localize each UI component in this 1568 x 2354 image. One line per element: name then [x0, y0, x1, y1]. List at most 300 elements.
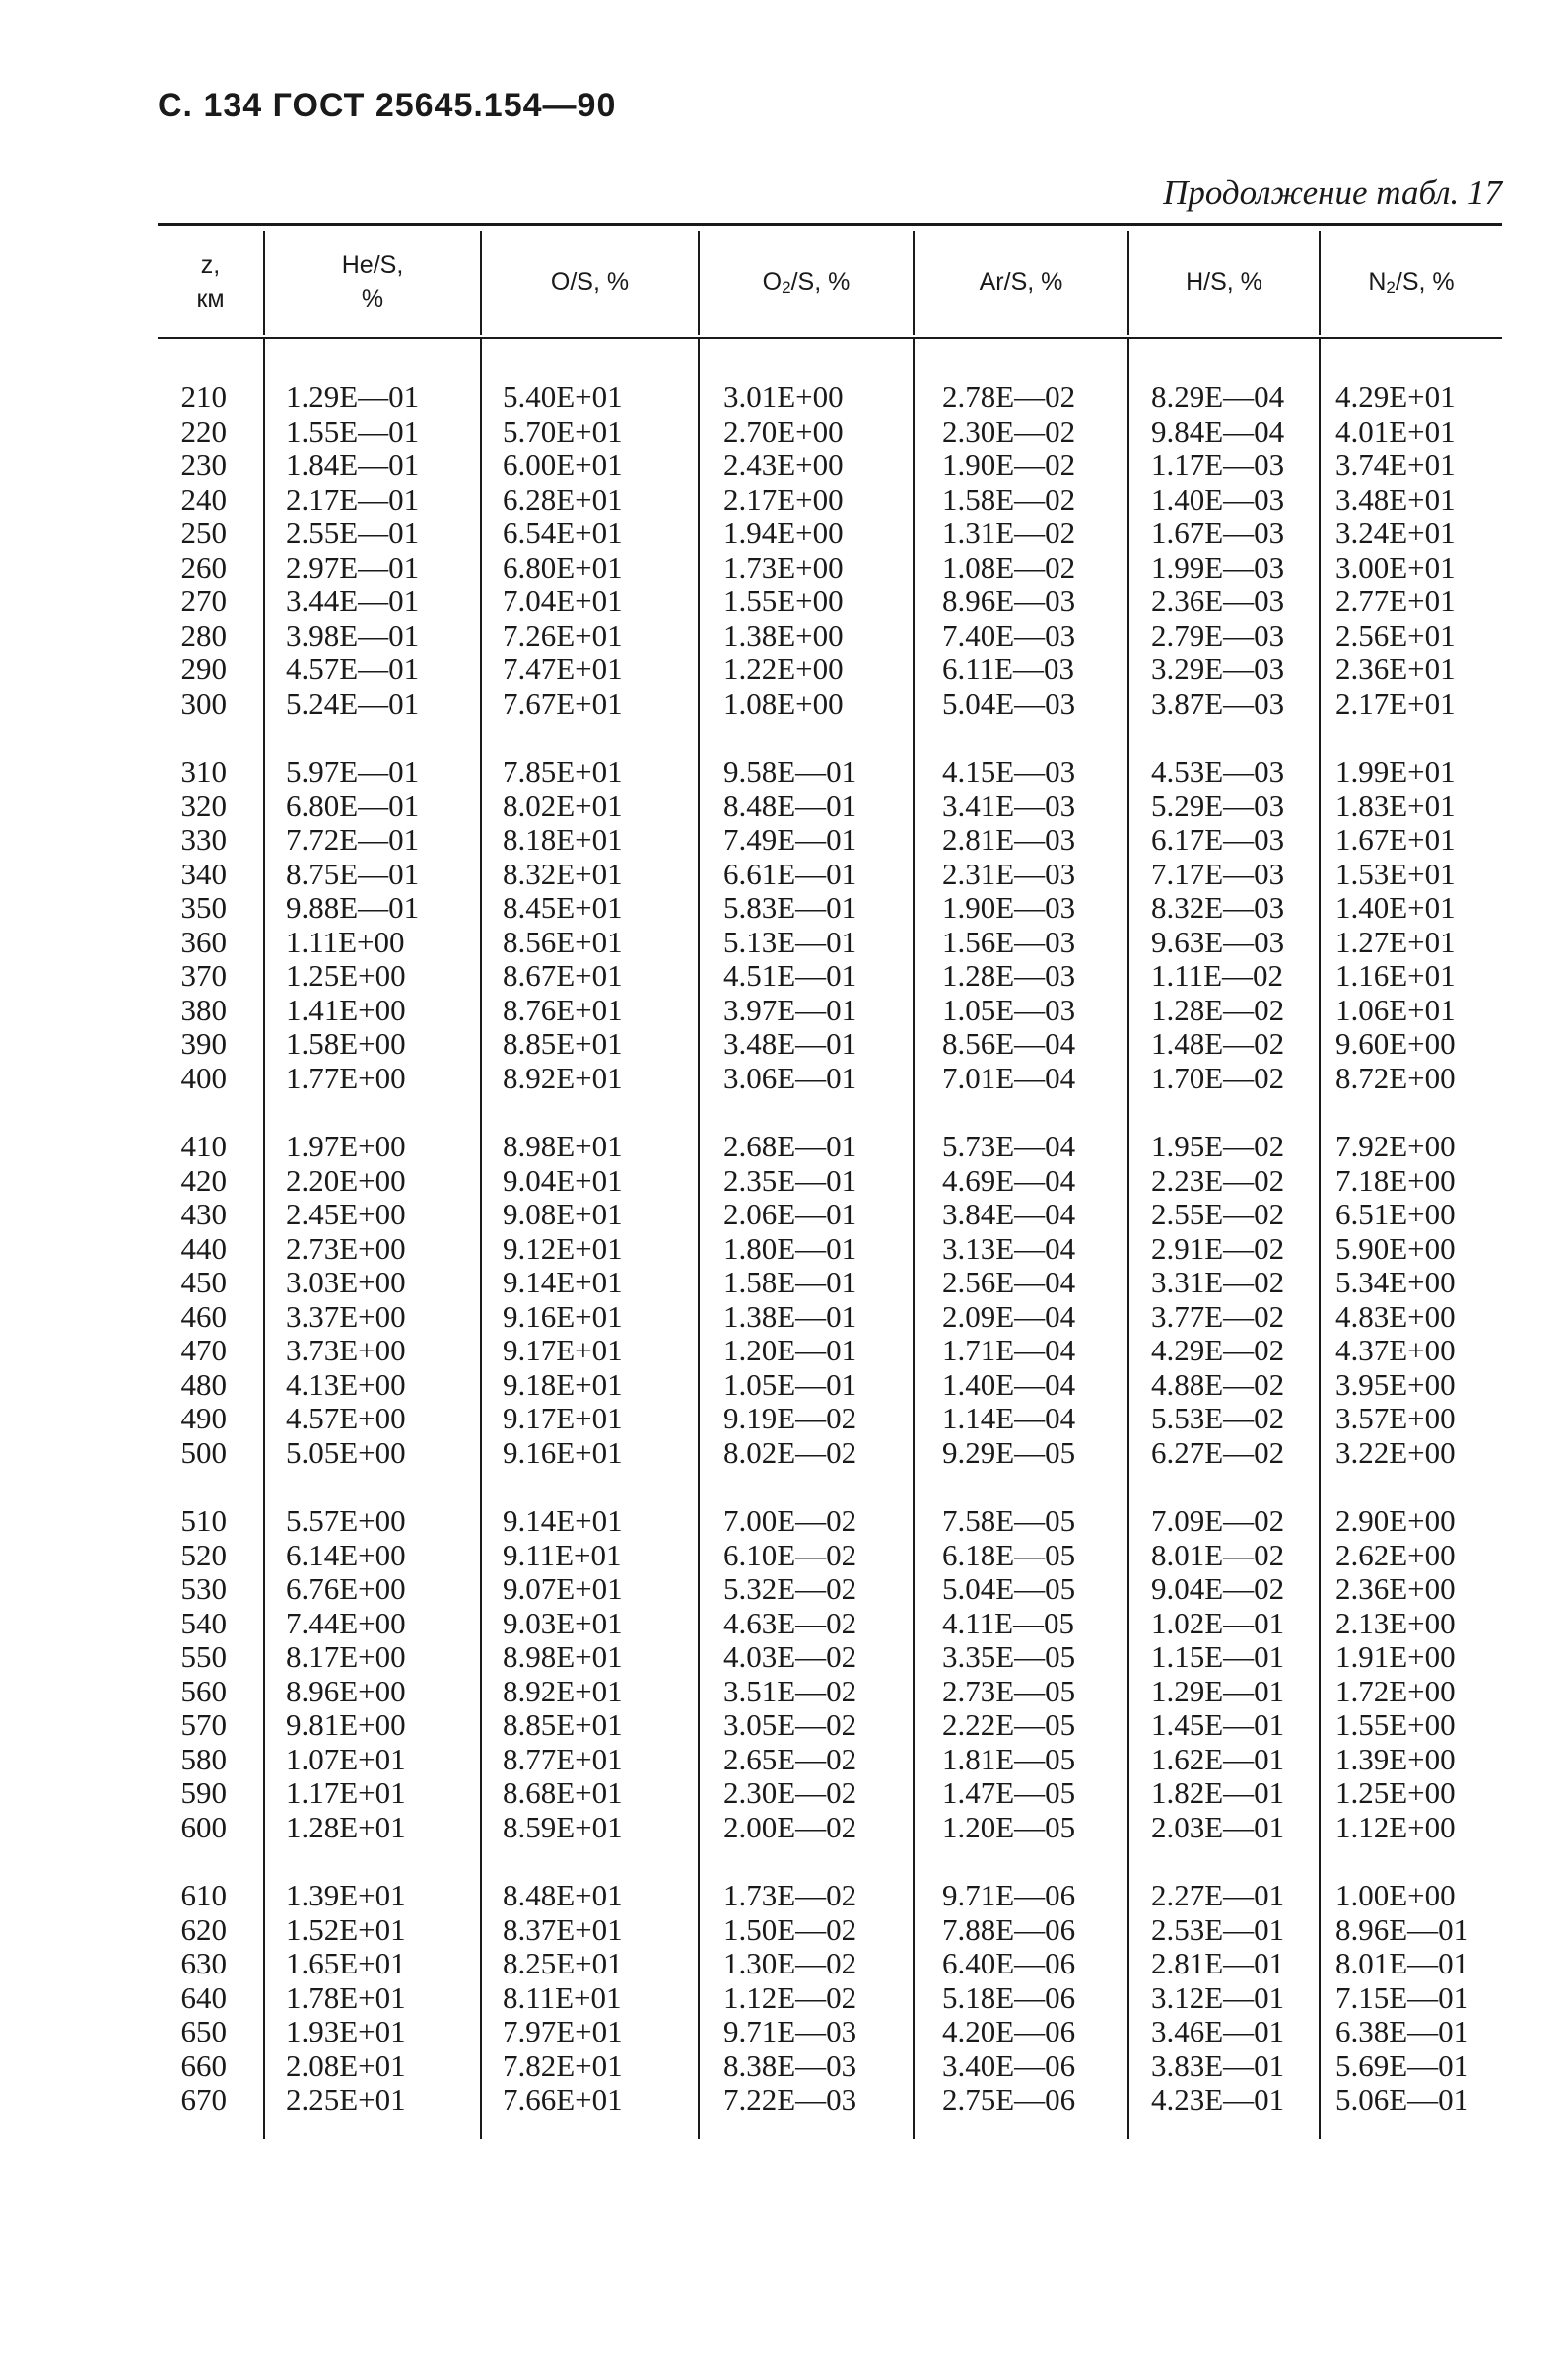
ar-cell: 4.69E—04 [942, 1162, 1076, 1198]
altitude-cell: 300 [180, 685, 227, 721]
n2-cell: 1.72E+00 [1335, 1673, 1456, 1708]
altitude-cell: 640 [180, 1979, 227, 2015]
o-cell: 5.40E+01 [503, 380, 623, 414]
n2-cell: 2.36E+00 [1335, 1571, 1456, 1606]
o2-cell: 8.02E—02 [723, 1434, 857, 1470]
o-cell: 5.70E+01 [503, 413, 623, 449]
o-cell: 9.04E+01 [503, 1162, 623, 1198]
n2-cell: 8.96E—01 [1335, 1911, 1469, 1947]
o2-cell: 1.80E—01 [723, 1230, 857, 1266]
column-header-altitude: z, км [196, 251, 225, 312]
n2-cell: 2.17E+01 [1335, 685, 1456, 721]
he-cell: 2.20E+00 [286, 1162, 406, 1198]
o2-cell: 7.49E—01 [723, 822, 857, 857]
o2-cell: 2.68E—01 [723, 1129, 857, 1163]
he-cell: 4.13E+00 [286, 1366, 406, 1402]
h-cell: 9.63E—03 [1151, 924, 1285, 959]
table-row [158, 1300, 1502, 1335]
n2-cell: 7.92E+00 [1335, 1129, 1456, 1163]
altitude-cell: 360 [180, 924, 227, 959]
h-cell: 3.77E—02 [1151, 1298, 1285, 1334]
n2-cell: 4.37E+00 [1335, 1333, 1456, 1367]
table-row [158, 1640, 1502, 1675]
h-cell: 4.29E—02 [1151, 1333, 1285, 1367]
ar-cell: 1.58E—02 [942, 481, 1076, 517]
table-row [158, 858, 1502, 892]
o-cell: 8.85E+01 [503, 1026, 623, 1061]
n2-cell: 2.62E+00 [1335, 1537, 1456, 1572]
h-cell: 5.29E—03 [1151, 788, 1285, 823]
o2-cell: 1.20E—01 [723, 1333, 857, 1367]
o-cell: 7.04E+01 [503, 584, 623, 618]
he-cell: 5.05E+00 [286, 1434, 406, 1470]
o2-cell: 1.08E+00 [723, 685, 844, 721]
o2-cell: 6.10E—02 [723, 1537, 857, 1572]
o-cell: 8.25E+01 [503, 1946, 623, 1980]
o-cell: 8.11E+01 [503, 1979, 622, 2015]
he-cell: 6.76E+00 [286, 1571, 406, 1606]
h-cell: 3.12E—01 [1151, 1979, 1285, 2015]
ar-cell: 2.73E—05 [942, 1673, 1076, 1708]
o2-cell: 3.01E+00 [723, 380, 844, 414]
altitude-cell: 390 [180, 1026, 227, 1061]
he-cell: 7.44E+00 [286, 1605, 406, 1640]
table-row [158, 381, 1502, 415]
table-row [158, 823, 1502, 858]
o2-cell: 4.51E—01 [723, 958, 857, 993]
he-cell: 1.25E+00 [286, 958, 406, 993]
h-cell: 1.45E—01 [1151, 1707, 1285, 1742]
he-cell: 1.39E+01 [286, 1878, 406, 1912]
table-continuation-caption: Продолжение табл. 17 [1163, 173, 1502, 212]
n2-cell: 8.72E+00 [1335, 1060, 1456, 1095]
altitude-cell: 670 [180, 2082, 227, 2116]
ar-cell: 4.20E—06 [942, 2014, 1076, 2048]
altitude-cell: 480 [180, 1366, 227, 1402]
n2-cell: 7.15E—01 [1335, 1979, 1469, 2015]
o2-cell: 1.30E—02 [723, 1946, 857, 1980]
n2-cell: 5.69E—01 [1335, 2047, 1469, 2083]
he-cell: 2.73E+00 [286, 1230, 406, 1266]
ar-cell: 1.14E—04 [942, 1401, 1076, 1435]
o-cell: 7.97E+01 [503, 2014, 623, 2048]
he-cell: 5.57E+00 [286, 1503, 406, 1538]
h-cell: 1.62E—01 [1151, 1741, 1285, 1776]
he-cell: 3.98E—01 [286, 617, 420, 653]
ar-cell: 4.11E—05 [942, 1605, 1075, 1640]
o2-cell: 4.03E—02 [723, 1639, 857, 1674]
o-cell: 6.28E+01 [503, 481, 623, 517]
h-cell: 1.40E—03 [1151, 481, 1285, 517]
he-cell: 1.93E+01 [286, 2014, 406, 2048]
ar-cell: 9.71E—06 [942, 1878, 1076, 1912]
table-row [158, 517, 1502, 551]
n2-cell: 1.27E+01 [1335, 924, 1456, 959]
he-cell: 1.17E+01 [286, 1775, 406, 1810]
h-cell: 2.53E—01 [1151, 1911, 1285, 1947]
he-cell: 1.55E—01 [286, 413, 420, 449]
he-cell: 3.37E+00 [286, 1298, 406, 1334]
o-cell: 7.85E+01 [503, 754, 623, 789]
o-cell: 7.26E+01 [503, 617, 623, 653]
table-row [158, 551, 1502, 586]
o2-cell: 8.48E—01 [723, 788, 857, 823]
table-row [158, 891, 1502, 926]
o2-cell: 1.73E+00 [723, 549, 844, 585]
h-cell: 2.55E—02 [1151, 1197, 1285, 1231]
table-row [158, 1607, 1502, 1641]
altitude-cell: 450 [180, 1265, 227, 1299]
altitude-cell: 520 [180, 1537, 227, 1572]
h-cell: 3.29E—03 [1151, 652, 1285, 686]
n2-cell: 6.51E+00 [1335, 1197, 1456, 1231]
altitude-cell: 560 [180, 1673, 227, 1708]
altitude-cell: 460 [180, 1298, 227, 1334]
n2-cell: 2.56E+01 [1335, 617, 1456, 653]
table-row [158, 2015, 1502, 2049]
n2-cell: 1.00E+00 [1335, 1878, 1456, 1912]
h-cell: 3.87E—03 [1151, 685, 1285, 721]
altitude-cell: 610 [180, 1878, 227, 1912]
n2-cell: 1.53E+01 [1335, 856, 1456, 891]
he-cell: 6.14E+00 [286, 1537, 406, 1572]
h-cell: 3.31E—02 [1151, 1265, 1285, 1299]
ar-cell: 2.78E—02 [942, 380, 1076, 414]
altitude-cell: 380 [180, 992, 227, 1027]
o-cell: 9.03E+01 [503, 1605, 623, 1640]
h-cell: 9.04E—02 [1151, 1571, 1285, 1606]
altitude-cell: 220 [180, 413, 227, 449]
ar-cell: 2.31E—03 [942, 856, 1076, 891]
h-cell: 2.91E—02 [1151, 1230, 1285, 1266]
o2-cell: 2.00E—02 [723, 1809, 857, 1844]
o2-cell: 9.58E—01 [723, 754, 857, 789]
ar-cell: 7.40E—03 [942, 617, 1076, 653]
ar-cell: 1.81E—05 [942, 1741, 1076, 1776]
altitude-cell: 470 [180, 1333, 227, 1367]
n2-cell: 3.00E+01 [1335, 549, 1456, 585]
he-cell: 1.65E+01 [286, 1946, 406, 1980]
o-cell: 9.18E+01 [503, 1366, 623, 1402]
n2-cell: 2.13E+00 [1335, 1605, 1456, 1640]
o-cell: 9.16E+01 [503, 1434, 623, 1470]
he-cell: 8.75E—01 [286, 856, 420, 891]
ar-cell: 3.13E—04 [942, 1230, 1076, 1266]
altitude-cell: 410 [180, 1129, 227, 1163]
altitude-cell: 210 [180, 380, 227, 414]
ar-cell: 6.18E—05 [942, 1537, 1076, 1572]
o-cell: 8.02E+01 [503, 788, 623, 823]
h-cell: 1.29E—01 [1151, 1673, 1285, 1708]
table-row [158, 449, 1502, 483]
altitude-cell: 510 [180, 1503, 227, 1538]
n2-cell: 3.95E+00 [1335, 1366, 1456, 1402]
ar-cell: 2.81E—03 [942, 822, 1076, 857]
table-row [158, 585, 1502, 619]
h-cell: 1.95E—02 [1151, 1129, 1285, 1163]
he-cell: 3.44E—01 [286, 584, 420, 618]
table-row [158, 1947, 1502, 1981]
h-cell: 8.32E—03 [1151, 890, 1285, 925]
table-row [158, 1913, 1502, 1948]
table-row [158, 1402, 1502, 1436]
ar-cell: 7.88E—06 [942, 1911, 1076, 1947]
column-header-n2: $N_2/S$, % [1368, 268, 1455, 298]
table-row [158, 755, 1502, 790]
ar-cell: 1.40E—04 [942, 1366, 1076, 1402]
o2-cell: 1.38E+00 [723, 617, 844, 653]
n2-cell: 1.55E+00 [1335, 1707, 1456, 1742]
ar-cell: 1.08E—02 [942, 549, 1076, 585]
altitude-cell: 550 [180, 1639, 227, 1674]
ar-cell: 3.41E—03 [942, 788, 1076, 823]
h-cell: 7.09E—02 [1151, 1503, 1285, 1538]
ar-cell: 1.31E—02 [942, 516, 1076, 550]
table-row [158, 1504, 1502, 1539]
h-cell: 6.17E—03 [1151, 822, 1285, 857]
o-cell: 8.98E+01 [503, 1129, 623, 1163]
ar-cell: 1.47E—05 [942, 1775, 1076, 1810]
he-cell: 5.24E—01 [286, 685, 420, 721]
table-row [158, 1232, 1502, 1267]
o-cell: 8.77E+01 [503, 1741, 623, 1776]
altitude-cell: 570 [180, 1707, 227, 1742]
ar-cell: 5.04E—05 [942, 1571, 1076, 1606]
ar-cell: 2.22E—05 [942, 1707, 1076, 1742]
o2-cell: 1.73E—02 [723, 1878, 857, 1912]
he-cell: 4.57E+00 [286, 1401, 406, 1435]
h-cell: 1.11E—02 [1151, 958, 1284, 993]
n2-cell: 2.77E+01 [1335, 584, 1456, 618]
he-cell: 1.84E—01 [286, 448, 420, 482]
he-cell: 2.45E+00 [286, 1197, 406, 1231]
altitude-cell: 340 [180, 856, 227, 891]
n2-cell: 4.01E+01 [1335, 413, 1456, 449]
n2-cell: 1.16E+01 [1335, 958, 1456, 993]
o2-cell: 1.94E+00 [723, 516, 844, 550]
n2-cell: 3.57E+00 [1335, 1401, 1456, 1435]
table-row [158, 619, 1502, 654]
table-row [158, 2083, 1502, 2117]
he-cell: 1.77E+00 [286, 1060, 406, 1095]
n2-cell: 1.25E+00 [1335, 1775, 1456, 1810]
n2-cell: 3.74E+01 [1335, 448, 1456, 482]
altitude-cell: 430 [180, 1197, 227, 1231]
table-row [158, 1879, 1502, 1913]
altitude-cell: 440 [180, 1230, 227, 1266]
table-top-rule [158, 223, 1502, 226]
altitude-cell: 260 [180, 549, 227, 585]
h-cell: 5.53E—02 [1151, 1401, 1285, 1435]
table-row [158, 1539, 1502, 1573]
o2-cell: 7.22E—03 [723, 2082, 857, 2116]
o-cell: 8.92E+01 [503, 1060, 623, 1095]
table-group [158, 1504, 1502, 1844]
o-cell: 7.82E+01 [503, 2047, 623, 2083]
o2-cell: 2.65E—02 [723, 1741, 857, 1776]
o2-cell: 3.97E—01 [723, 992, 857, 1027]
o2-cell: 1.38E—01 [723, 1298, 857, 1334]
o2-cell: 5.83E—01 [723, 890, 857, 925]
column-header-ar: Ar/S, % [979, 268, 1063, 297]
n2-cell: 5.90E+00 [1335, 1230, 1456, 1266]
he-cell: 5.97E—01 [286, 754, 420, 789]
ar-cell: 1.20E—05 [942, 1809, 1076, 1844]
h-cell: 2.79E—03 [1151, 617, 1285, 653]
n2-cell: 3.24E+01 [1335, 516, 1456, 550]
h-cell: 1.67E—03 [1151, 516, 1285, 550]
o-cell: 9.17E+01 [503, 1401, 623, 1435]
he-cell: 3.73E+00 [286, 1333, 406, 1367]
table-group [158, 1879, 1502, 2117]
he-cell: 1.28E+01 [286, 1809, 406, 1844]
altitude-cell: 590 [180, 1775, 227, 1810]
column-header-h: H/S, % [1186, 268, 1262, 297]
o-cell: 7.66E+01 [503, 2082, 623, 2116]
altitude-cell: 350 [180, 890, 227, 925]
he-cell: 7.72E—01 [286, 822, 420, 857]
o-cell: 8.98E+01 [503, 1639, 623, 1674]
ar-cell: 1.71E—04 [942, 1333, 1076, 1367]
o-cell: 8.76E+01 [503, 992, 623, 1027]
o-cell: 8.48E+01 [503, 1878, 623, 1912]
altitude-cell: 580 [180, 1741, 227, 1776]
altitude-cell: 650 [180, 2014, 227, 2048]
altitude-cell: 600 [180, 1809, 227, 1844]
h-cell: 1.82E—01 [1151, 1775, 1285, 1810]
o-cell: 9.12E+01 [503, 1230, 623, 1266]
h-cell: 7.17E—03 [1151, 856, 1285, 891]
h-cell: 4.53E—03 [1151, 754, 1285, 789]
n2-cell: 3.48E+01 [1335, 481, 1456, 517]
he-cell: 1.11E+00 [286, 924, 405, 959]
o-cell: 9.17E+01 [503, 1333, 623, 1367]
altitude-cell: 370 [180, 958, 227, 993]
ar-cell: 6.11E—03 [942, 652, 1075, 686]
table-row [158, 1368, 1502, 1403]
altitude-cell: 500 [180, 1434, 227, 1470]
ar-cell: 2.09E—04 [942, 1298, 1076, 1334]
table-row [158, 415, 1502, 450]
h-cell: 1.02E—01 [1151, 1605, 1285, 1640]
o2-cell: 4.63E—02 [723, 1605, 857, 1640]
ar-cell: 3.84E—04 [942, 1197, 1076, 1231]
n2-cell: 4.29E+01 [1335, 380, 1456, 414]
table-group [158, 1130, 1502, 1470]
ar-cell: 3.35E—05 [942, 1639, 1076, 1674]
ar-cell: 5.18E—06 [942, 1979, 1076, 2015]
ar-cell: 3.40E—06 [942, 2047, 1076, 2083]
n2-cell: 9.60E+00 [1335, 1026, 1456, 1061]
o-cell: 7.67E+01 [503, 685, 623, 721]
altitude-cell: 540 [180, 1605, 227, 1640]
table-row [158, 653, 1502, 687]
ar-cell: 5.04E—03 [942, 685, 1076, 721]
table-row [158, 687, 1502, 722]
table-group [158, 381, 1502, 721]
ar-cell: 6.40E—06 [942, 1946, 1076, 1980]
n2-cell: 2.36E+01 [1335, 652, 1456, 686]
altitude-cell: 620 [180, 1911, 227, 1947]
h-cell: 2.81E—01 [1151, 1946, 1285, 1980]
o-cell: 6.00E+01 [503, 448, 623, 482]
ar-cell: 1.56E—03 [942, 924, 1076, 959]
altitude-cell: 310 [180, 754, 227, 789]
he-cell: 8.17E+00 [286, 1639, 406, 1674]
o2-cell: 3.51E—02 [723, 1673, 857, 1708]
he-cell: 2.97E—01 [286, 549, 420, 585]
he-cell: 1.78E+01 [286, 1979, 406, 2015]
o2-cell: 5.32E—02 [723, 1571, 857, 1606]
n2-cell: 5.34E+00 [1335, 1265, 1456, 1299]
o-cell: 8.68E+01 [503, 1775, 623, 1810]
he-cell: 1.58E+00 [286, 1026, 406, 1061]
table-row [158, 1675, 1502, 1709]
ar-cell: 8.96E—03 [942, 584, 1076, 618]
o2-cell: 1.55E+00 [723, 584, 844, 618]
o-cell: 8.37E+01 [503, 1911, 623, 1947]
n2-cell: 7.18E+00 [1335, 1162, 1456, 1198]
ar-cell: 1.90E—03 [942, 890, 1076, 925]
table-row [158, 1811, 1502, 1845]
h-cell: 8.29E—04 [1151, 380, 1285, 414]
he-cell: 4.57E—01 [286, 652, 420, 686]
ar-cell: 2.75E—06 [942, 2082, 1076, 2116]
h-cell: 1.48E—02 [1151, 1026, 1285, 1061]
ar-cell: 1.90E—02 [942, 448, 1076, 482]
table-row [158, 1334, 1502, 1368]
ar-cell: 9.29E—05 [942, 1434, 1076, 1470]
table-row [158, 790, 1502, 824]
altitude-cell: 630 [180, 1946, 227, 1980]
o2-cell: 1.50E—02 [723, 1911, 857, 1947]
table-row [158, 1572, 1502, 1607]
o-cell: 9.16E+01 [503, 1298, 623, 1334]
o2-cell: 9.19E—02 [723, 1401, 857, 1435]
o2-cell: 2.17E+00 [723, 481, 844, 517]
table-row [158, 1266, 1502, 1300]
table-row [158, 1776, 1502, 1811]
o-cell: 8.32E+01 [503, 856, 623, 891]
o2-cell: 6.61E—01 [723, 856, 857, 891]
he-cell: 2.17E—01 [286, 481, 420, 517]
column-header-he: He/S, % [341, 251, 404, 312]
he-cell: 3.03E+00 [286, 1265, 406, 1299]
h-cell: 8.01E—02 [1151, 1537, 1285, 1572]
altitude-cell: 400 [180, 1060, 227, 1095]
o2-cell: 2.43E+00 [723, 448, 844, 482]
table-header-rule [158, 337, 1502, 339]
table-group [158, 755, 1502, 1095]
h-cell: 6.27E—02 [1151, 1434, 1285, 1470]
he-cell: 9.81E+00 [286, 1707, 406, 1742]
h-cell: 1.28E—02 [1151, 992, 1285, 1027]
altitude-cell: 320 [180, 788, 227, 823]
o-cell: 9.14E+01 [503, 1503, 623, 1538]
o2-cell: 2.35E—01 [723, 1162, 857, 1198]
he-cell: 8.96E+00 [286, 1673, 406, 1708]
he-cell: 2.08E+01 [286, 2047, 406, 2083]
o-cell: 8.45E+01 [503, 890, 623, 925]
altitude-cell: 660 [180, 2047, 227, 2083]
altitude-cell: 420 [180, 1162, 227, 1198]
o2-cell: 2.30E—02 [723, 1775, 857, 1810]
ar-cell: 1.05E—03 [942, 992, 1076, 1027]
table-row [158, 483, 1502, 518]
o-cell: 8.56E+01 [503, 924, 623, 959]
n2-cell: 3.22E+00 [1335, 1434, 1456, 1470]
altitude-cell: 230 [180, 448, 227, 482]
